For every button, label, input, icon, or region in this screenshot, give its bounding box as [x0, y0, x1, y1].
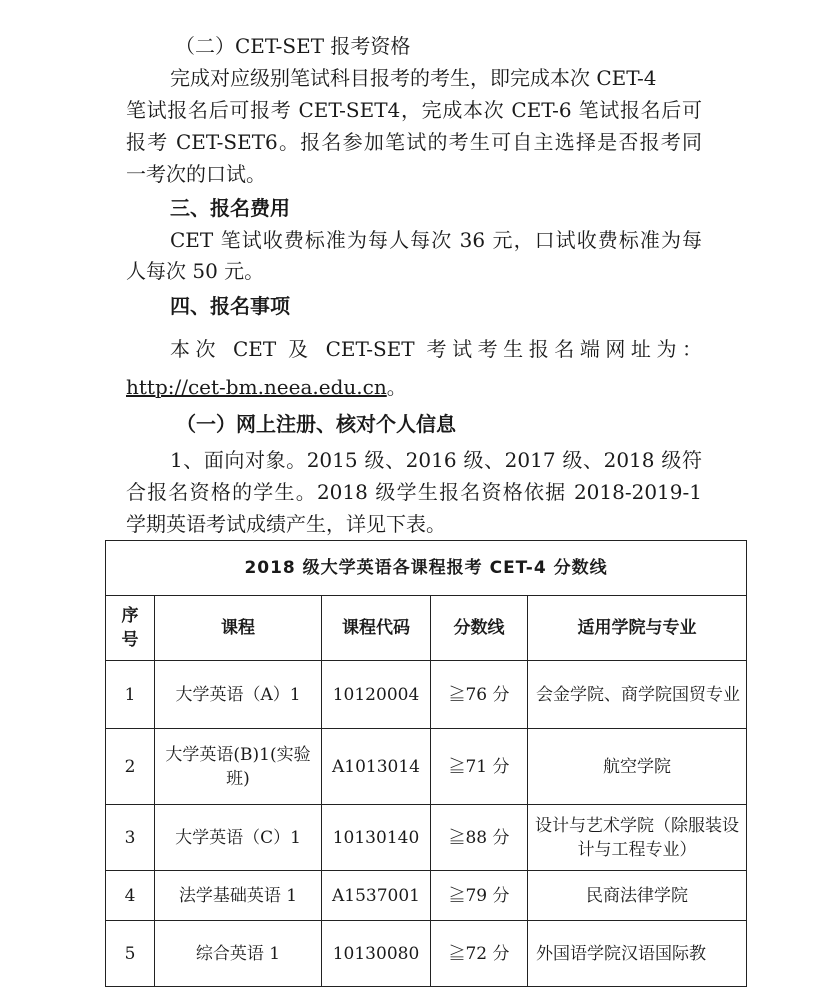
header-college: 适用学院与专业 [528, 596, 747, 661]
header-code: 课程代码 [322, 596, 431, 661]
cell-code: 10130140 [322, 805, 431, 871]
score-table [105, 540, 747, 987]
cell-course: 大学英语(B)1(实验班) [155, 729, 322, 805]
paragraph-line: 合报名资格的学生。2018 级学生报名资格依据 2018-2019-1 [126, 480, 702, 504]
cell-score: ≧71 分 [431, 729, 528, 805]
registration-link-line [126, 375, 407, 399]
table-row [106, 921, 747, 987]
cell-college: 外国语学院汉语国际教 [528, 921, 747, 987]
table-header-row [106, 596, 747, 661]
table-row [106, 805, 747, 871]
paragraph-line: 报考 CET-SET6。报名参加笔试的考生可自主选择是否报考同 [126, 130, 702, 154]
paragraph-line: CET 笔试收费标准为每人每次 36 元，口试收费标准为每 [170, 228, 702, 252]
section-heading-3: 三、报名费用 [170, 196, 290, 220]
section-heading-2: （二）CET-SET 报考资格 [175, 34, 411, 58]
link-punctuation: 。 [386, 375, 407, 399]
registration-url-link[interactable]: http://cet-bm.neea.edu.cn [126, 375, 387, 399]
cell-code: 10120004 [322, 661, 431, 729]
paragraph-line: 笔试报名后可报考 CET-SET4，完成本次 CET-6 笔试报名后可 [126, 98, 702, 122]
paragraph-line: 本次 CET 及 CET-SET 考试考生报名端网址为： [170, 337, 702, 361]
cell-course: 大学英语（A）1 [155, 661, 322, 729]
section-heading-4: 四、报名事项 [170, 294, 290, 318]
paragraph-line: 1、面向对象。2015 级、2016 级、2017 级、2018 级符 [170, 448, 702, 472]
cell-course: 法学基础英语 1 [155, 871, 322, 921]
paragraph-line: 一考次的口试。 [126, 162, 266, 186]
table-caption: 2018 级大学英语各课程报考 CET-4 分数线 [106, 541, 747, 596]
table-row [106, 661, 747, 729]
cell-index: 4 [106, 871, 155, 921]
table-row [106, 729, 747, 805]
subsection-heading-1: （一）网上注册、核对个人信息 [176, 412, 456, 436]
header-index: 序号 [106, 596, 155, 661]
cell-college: 会金学院、商学院国贸专业 [528, 661, 747, 729]
cell-code: A1013014 [322, 729, 431, 805]
cell-course: 大学英语（C）1 [155, 805, 322, 871]
cell-college: 设计与艺术学院（除服装设计与工程专业） [528, 805, 747, 871]
cell-index: 5 [106, 921, 155, 987]
cell-score: ≧72 分 [431, 921, 528, 987]
cell-score: ≧88 分 [431, 805, 528, 871]
cell-score: ≧76 分 [431, 661, 528, 729]
cell-college: 航空学院 [528, 729, 747, 805]
cell-course: 综合英语 1 [155, 921, 322, 987]
cell-code: 10130080 [322, 921, 431, 987]
cell-college: 民商法律学院 [528, 871, 747, 921]
table-row [106, 871, 747, 921]
cell-index: 3 [106, 805, 155, 871]
paragraph-line: 完成对应级别笔试科目报考的考生，即完成本次 CET-4 [170, 66, 657, 90]
cell-code: A1537001 [322, 871, 431, 921]
cell-score: ≧79 分 [431, 871, 528, 921]
header-score: 分数线 [431, 596, 528, 661]
cell-index: 1 [106, 661, 155, 729]
header-course: 课程 [155, 596, 322, 661]
cell-index: 2 [106, 729, 155, 805]
paragraph-line: 人每次 50 元。 [126, 259, 265, 283]
paragraph-line: 学期英语考试成绩产生，详见下表。 [126, 512, 446, 536]
